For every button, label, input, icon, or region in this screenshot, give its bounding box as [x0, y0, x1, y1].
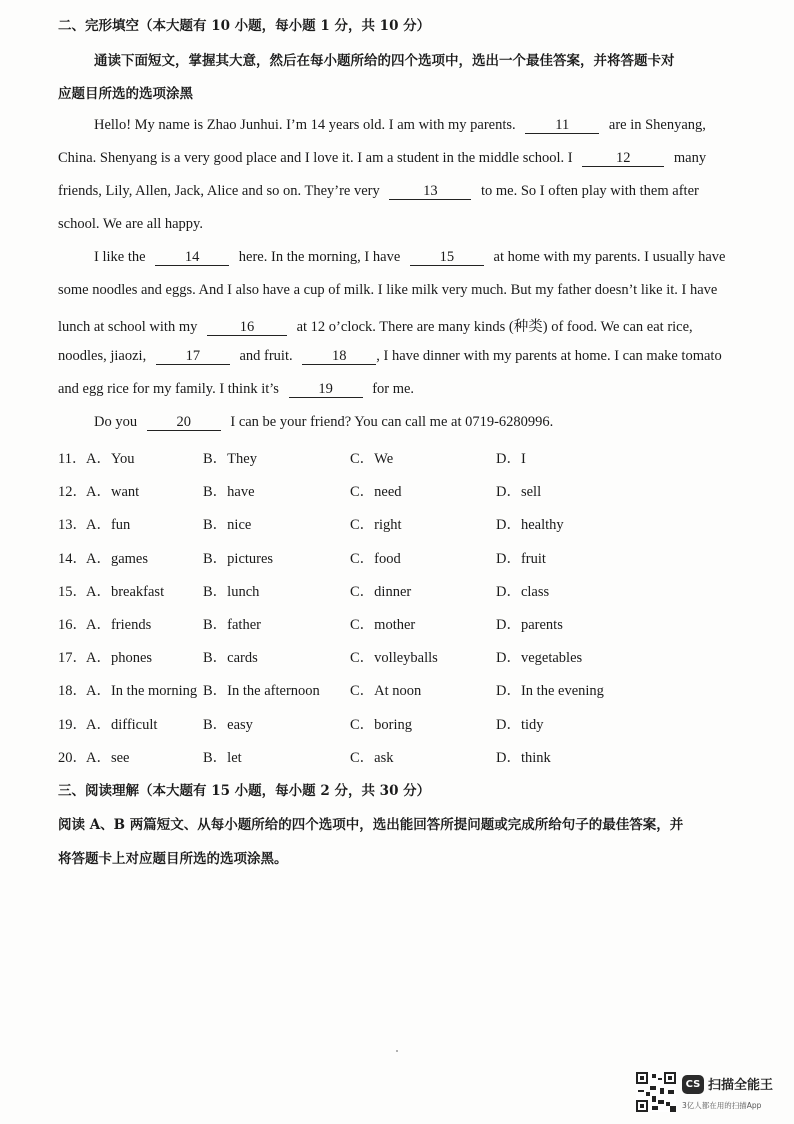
question-option: D．class	[496, 583, 550, 600]
question-option: C．right	[350, 517, 402, 534]
passage-text: Do you	[94, 414, 138, 430]
question-number: 13．	[58, 517, 87, 534]
passage-line	[0, 117, 794, 134]
passage-text: and egg rice for my family. I think it’s	[58, 381, 279, 397]
question-option: B．lunch	[203, 583, 260, 600]
question-option: D．fruit	[496, 550, 546, 567]
question-number: 15．	[58, 583, 87, 600]
question-option: A．fun	[86, 517, 131, 534]
question-option: B．easy	[203, 716, 253, 733]
passage-line	[0, 315, 794, 336]
passage-text: to me. So I often play with them after	[480, 183, 699, 199]
blank-16: 16	[207, 320, 287, 336]
blank-15: 15	[410, 250, 484, 266]
blank-18: 18	[302, 349, 376, 365]
question-option: B．pictures	[203, 550, 274, 567]
blank-20: 20	[147, 415, 221, 431]
passage-text: many	[673, 150, 707, 166]
blank-13: 13	[389, 184, 471, 200]
question-option: A．want	[86, 484, 140, 501]
question-option: A．games	[86, 550, 149, 567]
section2-heading: 二、完形填空（本大题有 10 小题，每小题 1 分，共 10 分）	[58, 18, 431, 34]
question-number: 16．	[58, 617, 87, 633]
passage-line	[0, 249, 794, 266]
passage-text: lunch at school with my	[58, 319, 198, 335]
question-option: B．They	[203, 451, 257, 467]
question-number: 17．	[58, 650, 87, 667]
question-option: D．In the evening	[496, 683, 604, 700]
section2-instruction-line2: 应题目所选的选项涂黑	[58, 86, 193, 102]
passage-text: I like the	[94, 249, 146, 265]
passage-line: some noodles and eggs. And I also have a cup of milk. I like milk very much. But my father doesn’t like it. I have	[58, 282, 718, 298]
qr-code-icon	[636, 1072, 676, 1112]
question-option: C．mother	[350, 617, 416, 633]
passage-text: are in Shenyang,	[608, 117, 706, 133]
question-option: B．have	[203, 484, 255, 501]
question-option: C．food	[350, 550, 401, 567]
question-option: D．sell	[496, 484, 542, 501]
question-option: B．let	[203, 749, 242, 766]
question-option: A．friends	[86, 617, 152, 633]
blank-11: 11	[525, 118, 599, 134]
question-option: B．nice	[203, 517, 252, 534]
question-option: D．parents	[496, 617, 563, 633]
passage-line	[0, 414, 794, 431]
question-number: 11．	[58, 451, 87, 467]
question-option: C．volleyballs	[350, 650, 438, 667]
passage-text: at 12 o’clock. There are many kinds (种类) of food. We can eat rice,	[296, 319, 693, 335]
question-option: D．healthy	[496, 517, 564, 534]
passage-line	[0, 381, 794, 398]
camscanner-tagline: 3亿人都在用的扫描App	[682, 1101, 762, 1110]
question-option: B．cards	[203, 650, 258, 667]
passage-text: here. In the morning, I have	[238, 249, 401, 265]
question-option: C．ask	[350, 749, 394, 766]
passage-text: and fruit.	[239, 348, 293, 364]
blank-14: 14	[155, 250, 229, 266]
passage-text: China. Shenyang is a very good place and I love it. I am a student in the middle school. I	[58, 150, 573, 166]
question-option: B．father	[203, 617, 261, 633]
blank-19: 19	[289, 382, 363, 398]
question-option: C．need	[350, 484, 402, 501]
question-option: D．I	[496, 451, 526, 467]
camscanner-app-name: 扫描全能王	[708, 1078, 774, 1093]
question-option: C．We	[350, 451, 394, 467]
question-option: A．difficult	[86, 716, 158, 733]
question-option: C．At noon	[350, 683, 422, 700]
question-option: D．tidy	[496, 716, 544, 733]
question-number: 18．	[58, 683, 87, 700]
question-option: C．boring	[350, 716, 413, 733]
section3-heading: 三、阅读理解（本大题有 15 小题，每小题 2 分，共 30 分）	[58, 783, 431, 799]
question-option: B．In the afternoon	[203, 683, 320, 700]
section3-instruction-line1: 阅读 A、B 两篇短文、从每小题所给的四个选项中，选出能回答所提问题或完成所给句子的最佳答案，并	[58, 817, 684, 833]
question-number: 14．	[58, 550, 87, 567]
question-number: 20．	[58, 749, 87, 766]
passage-line	[0, 150, 794, 167]
question-option: C．dinner	[350, 583, 412, 600]
passage-line	[0, 348, 794, 365]
question-option: A．You	[86, 451, 135, 467]
question-number: 19．	[58, 716, 87, 733]
passage-text: I can be your friend? You can call me at 0719-6280996.	[230, 414, 554, 430]
camscanner-logo-icon: CS	[682, 1075, 704, 1094]
passage-line: school. We are all happy.	[58, 216, 203, 232]
question-option: A．phones	[86, 650, 153, 667]
passage-text: Hello! My name is Zhao Junhui. I’m 14 years old. I am with my parents.	[94, 117, 516, 133]
section3-instruction-line2: 将答题卡上对应题目所选的选项涂黑。	[58, 851, 288, 867]
question-option: A．see	[86, 749, 130, 766]
passage-line	[0, 183, 794, 200]
passage-text: noodles, jiaozi,	[58, 348, 147, 364]
question-option: A．breakfast	[86, 583, 165, 600]
section2-instruction-line1: 通读下面短文，掌握其大意，然后在每小题所给的四个选项中，选出一个最佳答案，并将答题卡对	[94, 53, 675, 69]
passage-text: , I have dinner with my parents at home. I can make tomato	[376, 348, 722, 364]
question-option: D．vegetables	[496, 650, 583, 667]
question-option: A．In the morning	[86, 683, 198, 700]
scan-speck	[396, 1050, 398, 1052]
passage-text: at home with my parents. I usually have	[493, 249, 726, 265]
question-number: 12．	[58, 484, 87, 501]
passage-text: friends, Lily, Allen, Jack, Alice and so on. They’re very	[58, 183, 380, 199]
question-option: D．think	[496, 749, 551, 766]
passage-text: for me.	[372, 381, 415, 397]
blank-17: 17	[156, 349, 230, 365]
blank-12: 12	[582, 151, 664, 167]
